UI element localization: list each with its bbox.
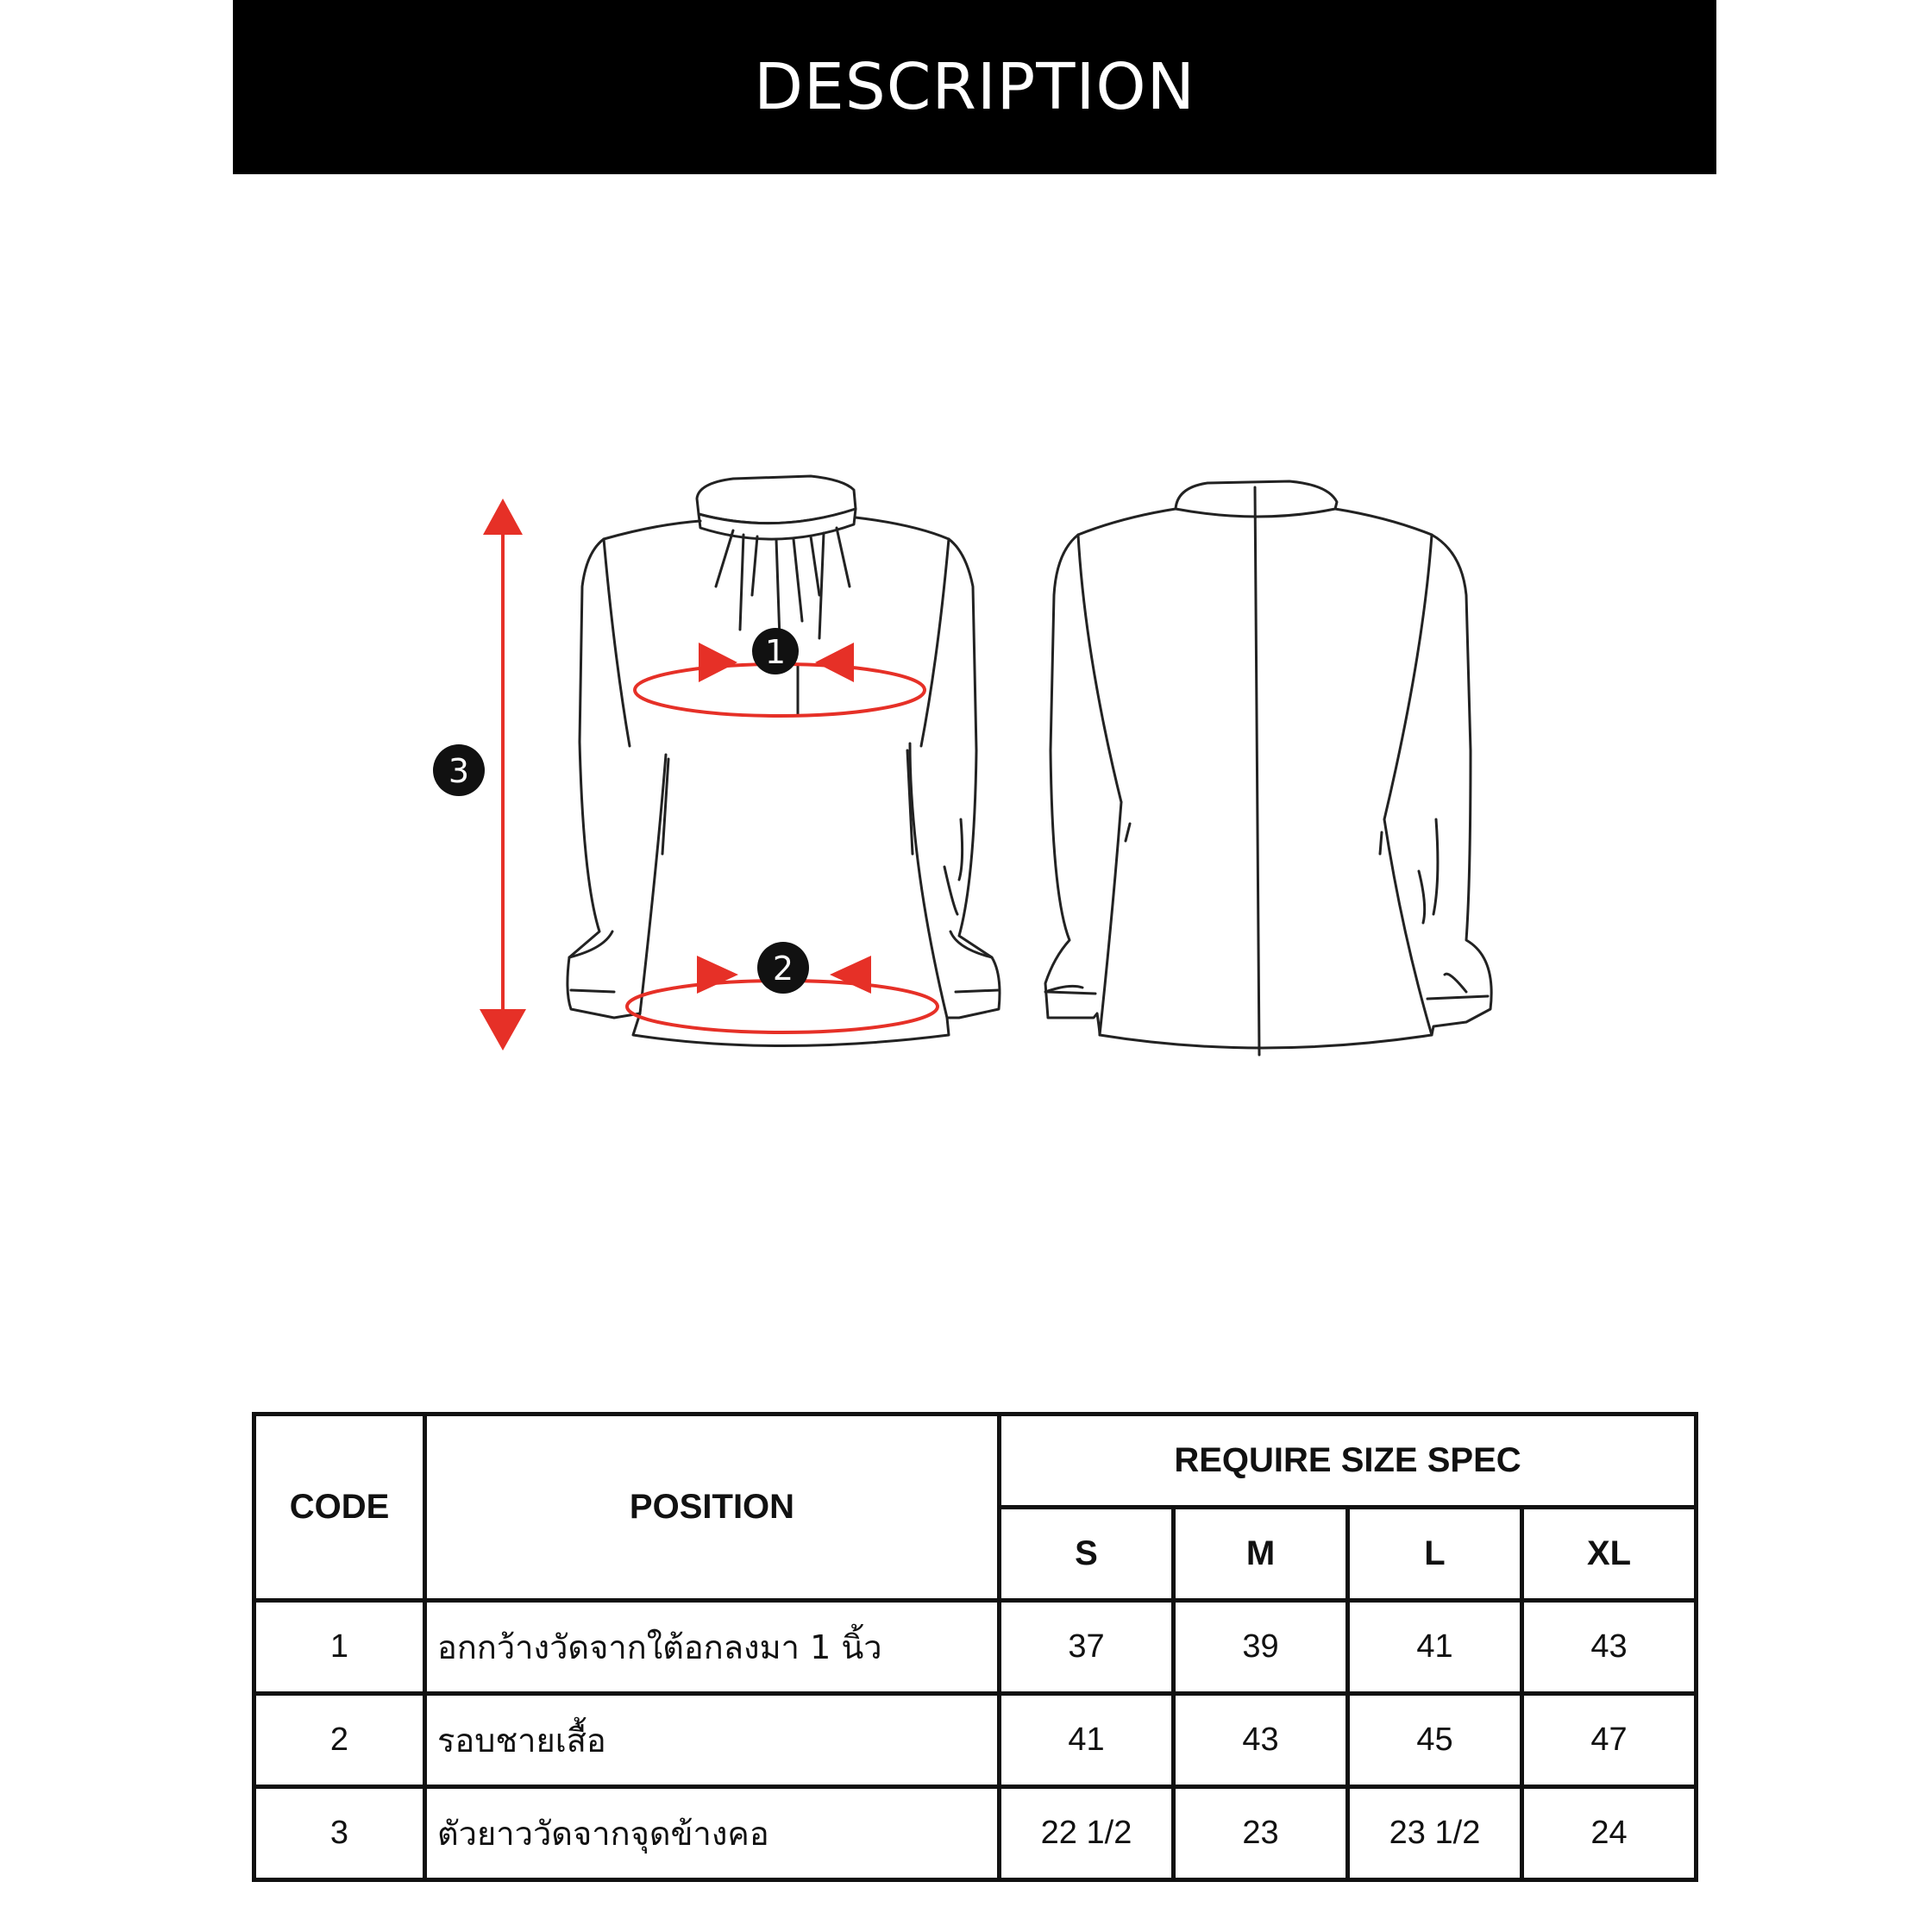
page-title: DESCRIPTION [754,50,1195,124]
size-header-s: S [1000,1508,1174,1601]
row-value-s: 41 [1000,1694,1174,1787]
chest-arrow-left [699,643,737,682]
row-value-m: 23 [1174,1787,1348,1880]
row-value-l: 23 1/2 [1348,1787,1522,1880]
row-value-s: 22 1/2 [1000,1787,1174,1880]
row-value-s: 37 [1000,1601,1174,1694]
row-value-l: 41 [1348,1601,1522,1694]
length-measure [433,499,526,1051]
row-value-xl: 24 [1522,1787,1697,1880]
hem-measure [627,942,938,1032]
position-header: POSITION [425,1414,1000,1601]
row-position: อกกว้างวัดจากใต้อกลงมา 1 นิ้ว [425,1601,1000,1694]
size-header-l: L [1348,1508,1522,1601]
badge-1: 1 [764,633,787,671]
row-position: รอบชายเสื้อ [425,1694,1000,1787]
code-header: CODE [254,1414,425,1601]
length-arrow-top [483,499,523,535]
table-row [254,1694,1697,1787]
badge-3: 3 [448,752,470,790]
table-row [254,1787,1697,1880]
back-blouse-drawing [1045,481,1491,1055]
length-arrow-bottom [480,1009,526,1051]
table-row [254,1601,1697,1694]
hem-arrow-right [830,956,871,994]
row-value-l: 45 [1348,1694,1522,1787]
row-code: 2 [254,1694,425,1787]
row-position: ตัวยาววัดจากจุดข้างคอ [425,1787,1000,1880]
size-header-xl: XL [1522,1508,1697,1601]
row-value-xl: 43 [1522,1601,1697,1694]
row-code: 3 [254,1787,425,1880]
row-value-m: 39 [1174,1601,1348,1694]
row-value-m: 43 [1174,1694,1348,1787]
chest-measure [635,628,925,716]
hem-arrow-left [697,956,738,994]
row-code: 1 [254,1601,425,1694]
spec-header: REQUIRE SIZE SPEC [1000,1414,1697,1508]
row-value-xl: 47 [1522,1694,1697,1787]
chest-arrow-right [815,643,854,682]
badge-2: 2 [772,950,794,988]
size-spec-table [252,1412,1698,1882]
size-header-m: M [1174,1508,1348,1601]
